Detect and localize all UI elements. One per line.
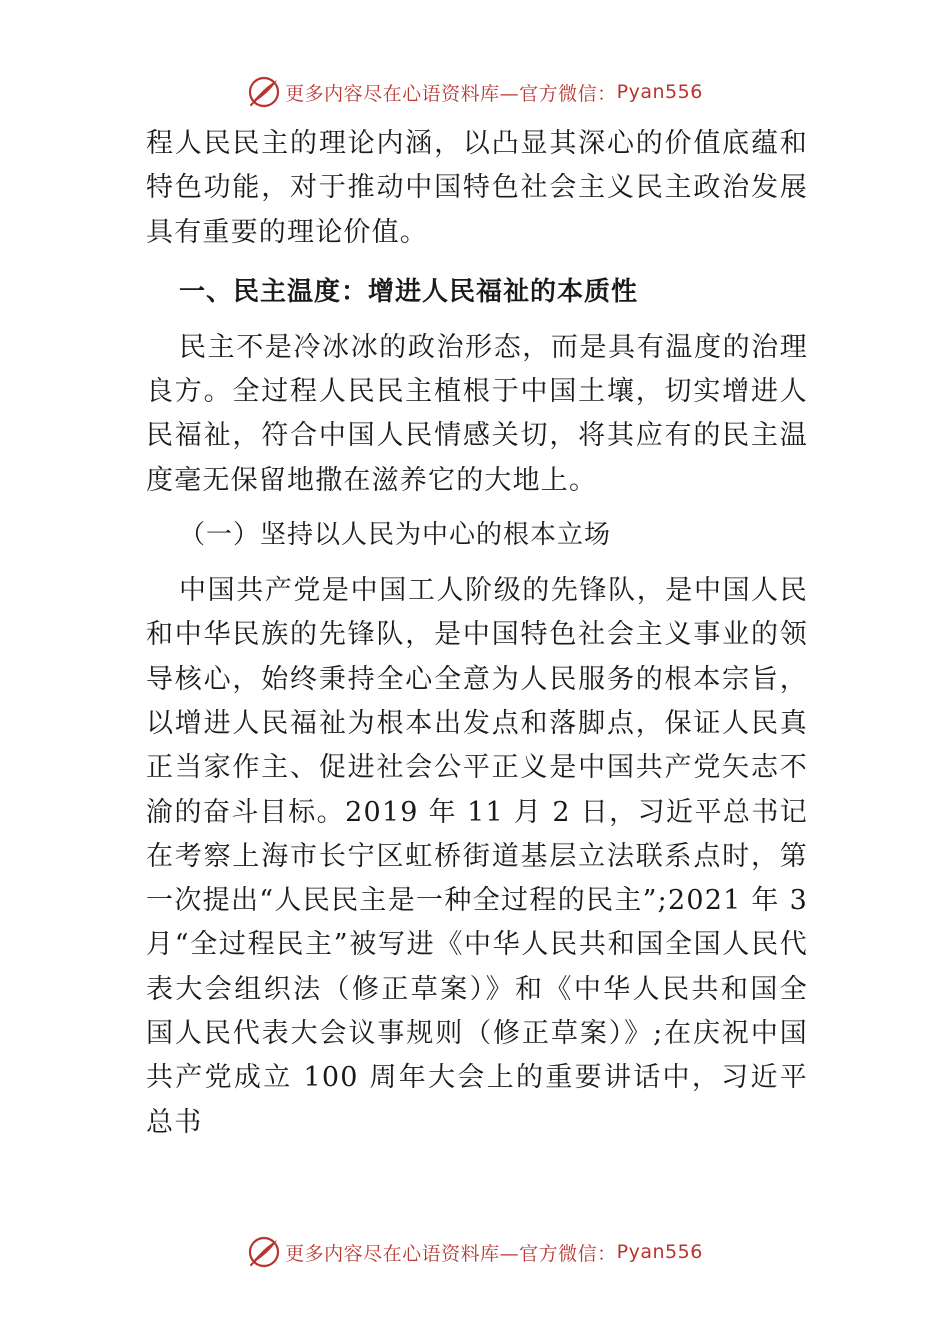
footer-wechat-id: Pyan556 [616,1241,703,1263]
footer-banner [0,1232,950,1272]
quill-logo-icon [247,75,281,109]
footer-banner-text: 更多内容尽在心语资料库—官方微信： [285,1242,617,1265]
quill-logo-icon [247,1235,281,1269]
header-banner-text: 更多内容尽在心语资料库—官方微信： [285,82,617,105]
subsection-heading: （一）坚持以人民为中心的根本立场 [179,520,612,551]
intro-paragraph: 程人民民主的理论内涵，以凸显其深心的价值底蕴和特色功能，对于推动中国特色社会主义民主政治发展具有重要的理论价值。 [146,128,808,248]
header-wechat-id: Pyan556 [616,81,703,103]
document-body [146,122,808,1145]
subsection-paragraph: 中国共产党是中国工人阶级的先锋队，是中国人民和中华民族的先锋队，是中国特色社会主义事业的领导核心，始终秉持全心全意为人民服务的根本宗旨，以增进人民福祉为根本出发点和落脚点，保证人民真正当家作主、促进社会公平正义是中国共产党矢志不渝的奋斗目标。2019 年 11 月 2 日，习近平总书记在考察上海市长宁区虹桥街道基层立法联系点时，第一次提出“人民民主是一种全过程的民主”;2021 年 3 月“全过程民主”被写进《中华人民共和国全国人民代表大会组织法（修正草案）》和《中华人民共和国全国人民代表大会议事规则（修正草案）》;在庆祝中国共产党成立 100 周年大会上的重要讲话中，习近平总书 [146,575,808,1138]
section-paragraph: 民主不是冷冰冰的政治形态，而是具有温度的治理良方。全过程人民民主植根于中国土壤，切实增进人民福祉，符合中国人民情感关切，将其应有的民主温度毫无保留地撒在滋养它的大地上。 [146,331,808,496]
header-banner [0,72,950,112]
section-heading: 一、民主温度：增进人民福祉的本质性 [179,276,639,307]
